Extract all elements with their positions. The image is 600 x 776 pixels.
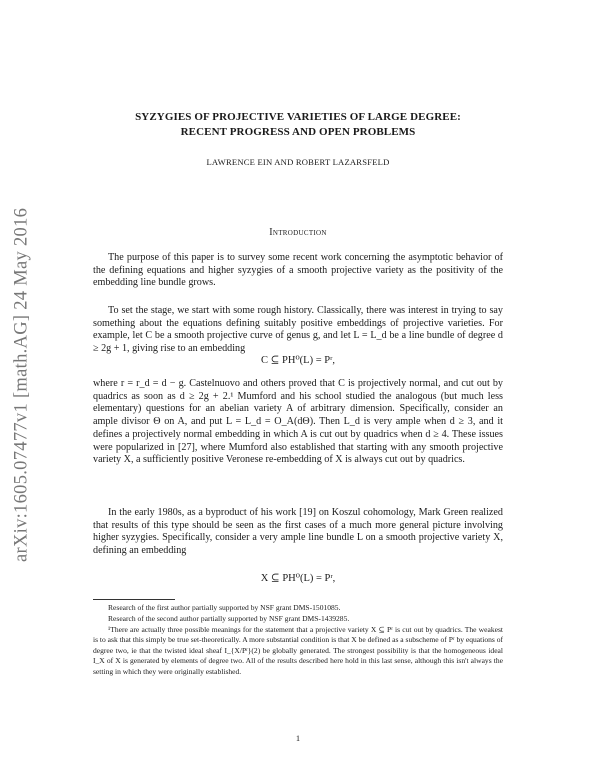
footnote-1: ¹There are actually three possible meanings for the statement that a projective variety X ⊆ Pʳ is cut out by quadrics. The weakest is to ask that this simply be true set-theoretically. A more substantial condition is that X be defined as a subscheme of Pʳ by equations of degree two, ie that the twisted ideal sheaf I_{X/Pʳ}(2) be globally generated. The strongest possibility is that the homogeneous ideal I_X of X is generated by elements of degree two. All of the results described here hold in this last sense, although this isn't always the setting in which they were originally established.: [93, 625, 503, 676]
section-heading: Introduction: [269, 227, 327, 238]
paper-title: [93, 110, 503, 140]
paragraph-3: where r = r_d = d − g. Castelnuovo and others proved that C is projectively normal, and cut out by quadrics as soon as d ≥ 2g + 2.¹ Mumford and his school studied the analogous (but much less elementary) questions for an abelian variety A of arbitrary dimension. Specifically, consider an ample divisor Θ on A, and put L = L_d = O_A(dΘ). Then L_d is very ample when d ≥ 3, and it defines a projectively normal embedding in which A is cut out by quadrics when d ≥ 4. These issues were popularized in [27], where Mumford also established that starting with any smooth projective variety X, a sufficiently positive Veronese re-embedding of X is always cut out by quadrics.: [93, 378, 503, 466]
title-line-1: SYZYGIES OF PROJECTIVE VARIETIES OF LARGE DEGREE:: [135, 111, 461, 123]
footnote-rule: [93, 599, 175, 600]
title-line-2: RECENT PROGRESS AND OPEN PROBLEMS: [180, 126, 416, 138]
display-equation-1: C ⊆ PH⁰(L) = Pʳ,: [260, 355, 335, 366]
paragraph-2: To set the stage, we start with some rough history. Classically, there was interest in trying to say something about the equations defining suitably positive embeddings of projective varieties. For example, let C be a smooth projective curve of genus g, and let L = L_d be a line bundle of degree d ≥ 2g + 1, giving rise to an embedding: [93, 305, 503, 355]
arxiv-stamp: arXiv:1605.07477v1 [math.AG] 24 May 2016: [11, 207, 32, 563]
paragraph-4: In the early 1980s, as a byproduct of his work [19] on Koszul cohomology, Mark Green realized that results of this type should be seen as the first cases of a much more general picture involving higher syzygies. Specifically, consider a very ample line bundle L on a smooth projective variety X, defining an embedding: [93, 507, 503, 557]
footnote-funding-2: Research of the second author partially supported by NSF grant DMS-1439285.: [108, 614, 350, 623]
authors: LAWRENCE EIN AND ROBERT LAZARSFELD: [206, 157, 390, 167]
footnote-funding-1: Research of the first author partially supported by NSF grant DMS-1501085.: [108, 603, 341, 612]
page-number: 1: [295, 733, 301, 743]
paragraph-1: The purpose of this paper is to survey some recent work concerning the asymptotic behavior of the defining equations and higher syzygies of a smooth projective variety as the positivity of the embedding line bundle grows.: [93, 252, 503, 289]
display-equation-2: X ⊆ PH⁰(L) = Pʳ,: [260, 573, 336, 584]
